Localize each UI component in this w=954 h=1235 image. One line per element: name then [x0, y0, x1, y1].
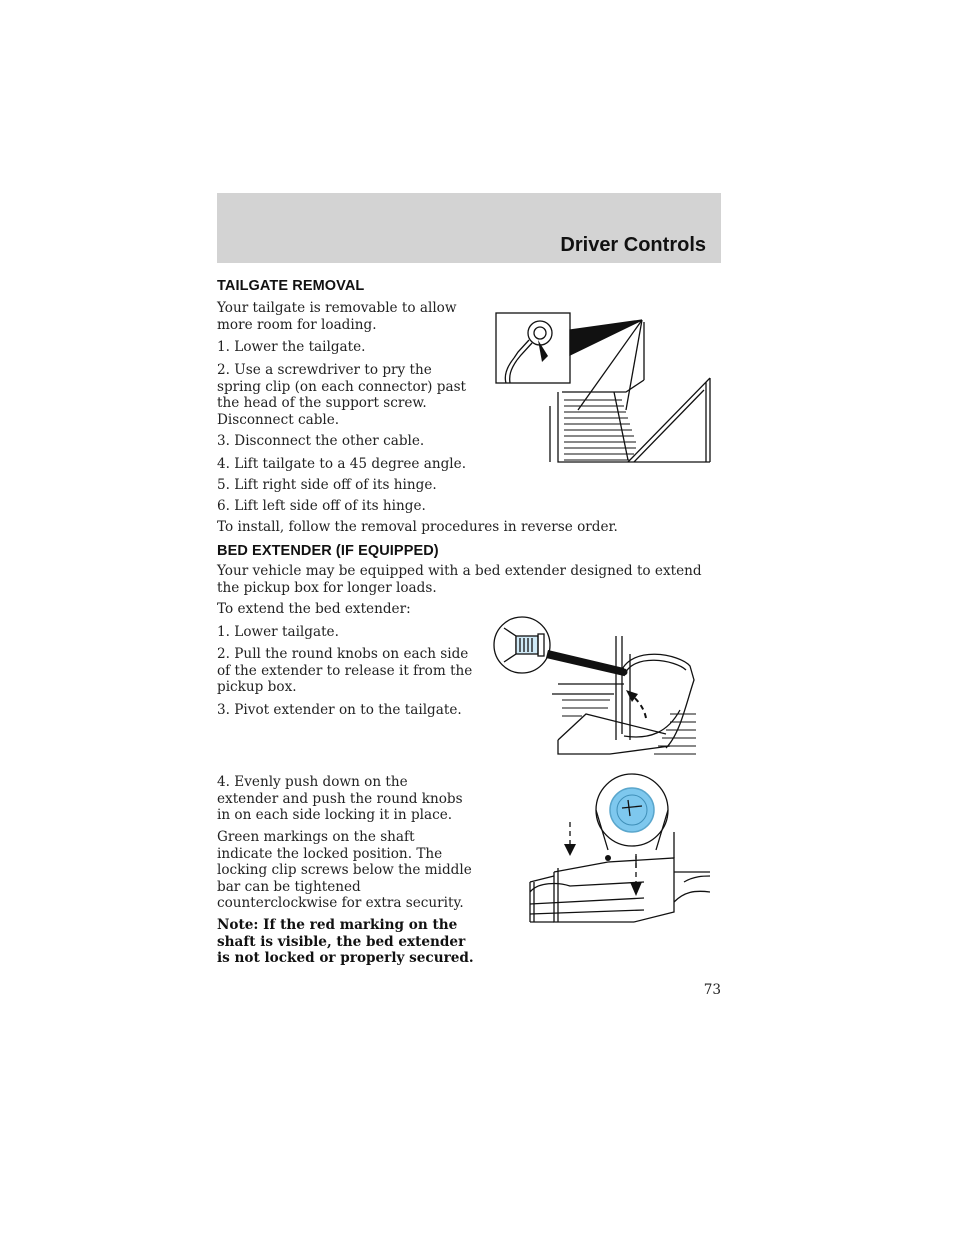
tailgate-step-5: 5. Lift right side off of its hinge.	[217, 477, 437, 493]
tailgate-step-4: 4. Lift tailgate to a 45 degree angle.	[217, 456, 467, 472]
tailgate-removal-heading: TAILGATE REMOVAL	[217, 278, 365, 294]
tailgate-step-3: 3. Disconnect the other cable.	[217, 433, 425, 449]
tailgate-step-2: 2. Use a screwdriver to pry the spring clip (on each connector) past the head of the support screw. Disconnect cable.	[217, 362, 467, 428]
tailgate-install-note: To install, follow the removal procedures in reverse order.	[217, 519, 618, 535]
page-number: 73	[703, 982, 721, 998]
section-title: Driver Controls	[560, 234, 706, 256]
extender-green-markings-note: Green markings on the shaft indicate the locked position. The locking clip screws below the middle bar can be tightened counterclockwise for extra security.	[217, 829, 472, 911]
tailgate-cable-illustration	[494, 310, 714, 468]
extender-knob-pull-illustration	[490, 614, 704, 766]
section-header-band	[217, 193, 721, 263]
extender-step-1: 1. Lower tailgate.	[217, 624, 339, 640]
extender-lock-illustration	[524, 772, 710, 944]
extender-step-3: 3. Pivot extender on to the tailgate.	[217, 702, 462, 718]
extender-step-4: 4. Evenly push down on the extender and push the round knobs in on each side locking it in place.	[217, 774, 463, 823]
extender-lead: To extend the bed extender:	[217, 601, 411, 617]
tailgate-intro: Your tailgate is removable to allow more room for loading.	[217, 300, 457, 333]
extender-intro: Your vehicle may be equipped with a bed extender designed to extend the pickup box for longer loads.	[217, 563, 702, 596]
tailgate-step-1: 1. Lower the tailgate.	[217, 339, 366, 355]
tailgate-step-6: 6. Lift left side off of its hinge.	[217, 498, 426, 514]
extender-step-2: 2. Pull the round knobs on each side of the extender to release it from the pickup box.	[217, 646, 473, 695]
extender-safety-note: Note: If the red marking on the shaft is visible, the bed extender is not locked or properly secured.	[217, 917, 474, 966]
bed-extender-heading: BED EXTENDER (IF EQUIPPED)	[217, 543, 439, 559]
